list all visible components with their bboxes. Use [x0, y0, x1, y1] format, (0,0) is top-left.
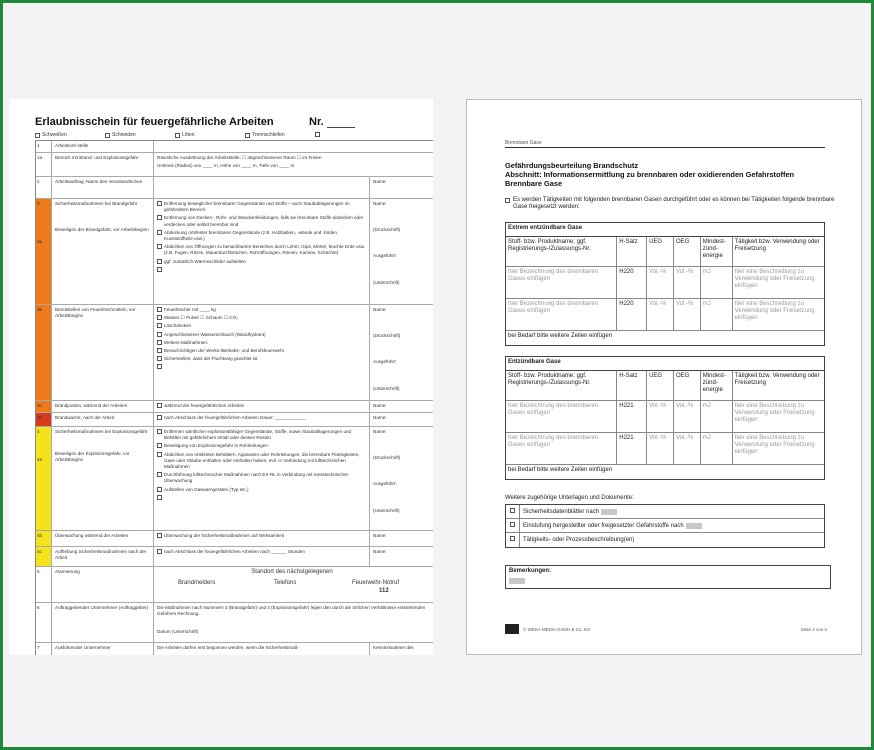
table-row: 1a Bereich mit Brand- und Explosionsgefahr Räumliche Ausdehnung der Arbeitsstelle: ☐ abgeschlossener Raum ☐ im Freien Umkreis (Radius) von ____ m, Höhe von ____ m, Tiefe von ____ m: [36, 153, 433, 177]
risk-assessment-page: [466, 99, 862, 655]
checkbox[interactable]: [105, 133, 110, 138]
work-type-grinding[interactable]: Trennschleifen: [245, 132, 285, 138]
permit-form-page: [9, 99, 433, 655]
checkbox[interactable]: [315, 132, 320, 137]
table-row: 3c Brandposten, während der Arbeiten während der feuergefährlichen Arbeiten Name:: [36, 401, 433, 413]
table-row: 7 Ausführender Unternehmer Die Arbeiten dürfen erst begonnen werden, wenn die Sicherheitsmaß- Kenntnisnahme des: [36, 643, 433, 655]
list-item[interactable]: Sicherheitsdatenblätter nach: [506, 505, 824, 519]
work-type-other[interactable]: [315, 132, 320, 137]
publisher-logo: [505, 624, 519, 634]
table-row: 3d Brandwache, nach der Arbeit nach Abschluss der feuergefährlichen Arbeiten Dauer: ____________ Name:: [36, 413, 433, 427]
header-divider: [505, 147, 825, 148]
permit-number-field[interactable]: [327, 127, 355, 128]
checkbox[interactable]: [245, 133, 250, 138]
work-type-cutting[interactable]: Schneiden: [105, 132, 136, 138]
table-header-row: Stoff- bzw. Produktname; ggf. Registrierungs-/Zulassungs-Nr. H-Satz UEG OEG Mindest-zünd-energie Tätigkeit bzw. Verwendung oder Freisetzung: [506, 371, 824, 401]
page-header: Brennbare Gase: [505, 140, 542, 146]
checkbox[interactable]: [175, 133, 180, 138]
permit-title: Erlaubnisschein für feuergefährliche Arbeiten: [35, 116, 274, 128]
checkbox[interactable]: [510, 508, 515, 513]
list-item[interactable]: Einstufung hergestellter oder freigesetzter Gefahrstoffe nach: [506, 519, 824, 533]
placeholder-field[interactable]: [601, 509, 617, 515]
checkbox[interactable]: [510, 522, 515, 527]
table-row: 4b Überwachung während der Arbeiten Überwachung der Sicherheitsmaßnahmen auf Wirksamkeit Name:: [36, 531, 433, 547]
checkbox[interactable]: [510, 536, 515, 541]
checkbox[interactable]: [35, 133, 40, 138]
table-row: hier Bezeichnung des brennbaren Gases einfügen H221 Vol.-% Vol.-% mJ hier eine Beschreibung zu Verwendung oder Freisetzung einfügen: [506, 401, 824, 433]
permit-number-label: Nr.: [309, 116, 324, 128]
table-row: 2 Arbeitsauftrag, Name des Verantwortlichen Name:: [36, 177, 433, 199]
flammable-gases-table: Entzündbare Gase Stoff- bzw. Produktname; ggf. Registrierungs-/Zulassungs-Nr. H-Satz UEG OEG Mindest-zünd-energie Tätigkeit bzw. Verwendung oder Freisetzung hier Bezeichnung des brennbaren Gases einfügen H221 Vol.-% Vol.-% mJ hier eine Beschreibung zu Verwendung oder Freisetzung einfügen hier Bezeichnung des brennbaren Gases einfügen H221 Vol.-% Vol.-% mJ hier eine Beschreibung zu Verwendung oder Freisetzung einfügen bei Bedarf bitte weitere Zeilen einfügen: [505, 356, 825, 480]
alarm-locations: Standort des nächstgelegenen Brandmelders Telefons Feuerwehr-Notruf 112: [178, 569, 400, 594]
placeholder-field[interactable]: [509, 578, 525, 584]
table-row: 6 Auftraggebender Unternehmer (Auftraggeber) Die Maßnahmen nach Nummern 3 (Brandgefahr) und 4 (Explosionsgefahr) legen den durch die örtlichen Verhältnisse entstehenden Gefahren Rechnung. Datum (Unterschrift): [36, 603, 433, 643]
table-row: 4c Aufhebung Sicherheitsmaßnahmen nach der Arbeit nach Abschluss der feuergefährlichen Arbeiten nach ______ Stunden Name:: [36, 547, 433, 567]
remarks-box[interactable]: Bemerkungen:: [505, 565, 831, 589]
table-header-row: Stoff- bzw. Produktname; ggf. Registrierungs-/Zulassungs-Nr. H-Satz UEG OEG Mindest-zünd-energie Tätigkeit bzw. Verwendung oder Freisetzung: [506, 237, 824, 267]
documents-list: [505, 504, 825, 548]
intro-checkbox-row[interactable]: Es werden Tätigkeiten mit folgenden brennbaren Gasen durchgeführt oder es können bei Tätigkeiten folgende brennbare Gase freigesetzt werden:: [505, 197, 835, 211]
table-row: 1 Arbeitsort/-stelle: [36, 141, 433, 153]
table-row: 4 4a Sicherheitsmaßnahmen bei Explosionsgefahr Beseitigen der Explosionsgefahr, vor Arbeitsbeginn Entfernen sämtlicher explosionsfähiger Gegenstände, Stoffe, sowie Staubablagerungen und Behälter mit gefährlichem Inhalt oder dessen Resten Beseitigung von Explosionsgefahr in Rohrleitungen Abdichten von ortsfesten Behältern, Apparaten oder Rohrleitungen, die brennbare Flüssigkeiten, Gase oder Stäube enthalten oder enthalten haben, evtl. in Verbindung mit lufttechnischen Maßnahmen Durchführung lufttechnischer Maßnahmen nach EX-RL in Verbindung mit messtechnischer Überwachung Aufstellen von Gaswarngeräten (Typ etc.) Name: (Druckschrift) Ausgeführt: (Unterschrift): [36, 427, 433, 531]
work-type-soldering[interactable]: Löten: [175, 132, 195, 138]
list-item[interactable]: Tätigkeits- oder Prozessbeschreibung(en): [506, 533, 824, 547]
table-row: 5 Alarmierung Standort des nächstgelegenen Brandmelders Telefons Feuerwehr-Notruf 112: [36, 567, 433, 603]
work-type-welding[interactable]: Schweißen: [35, 132, 67, 138]
table-row: hier Bezeichnung des brennbaren Gases einfügen H220 Vol.-% Vol.-% mJ hier eine Beschreibung zu Verwendung oder Freisetzung einfügen: [506, 299, 824, 331]
table-row: 3b Bereitstellen von Feuerlöschmitteln, vor Arbeitsbeginn Feuerlöscher mit ____ kg Wasser ☐ Pulver ☐ Schaum ☐ CO₂ Löschdecken Angeschlossener Wasserschlauch (Wandhydrant) Weitere Maßnahmen: Benachrichtigen der Werks-/Betriebs- und Berufsfeuerwehr Sicherstellen, dass der Fluchtweg geachtet ist Name: (Druckschrift) Ausgeführt: (Unterschrift): [36, 305, 433, 401]
page-footer: © WEKA MEDIA GmbH & Co. KG Seite 1 von 2: [505, 624, 827, 634]
placeholder-field[interactable]: [686, 523, 702, 529]
page-title: Gefährdungsbeurteilung Brandschutz Abschnitt: Informationsermittlung zu brennbaren oder oxidierenden Gefahrstoffen Brennbare Gase: [505, 161, 795, 188]
table-row: hier Bezeichnung des brennbaren Gases einfügen H221 Vol.-% Vol.-% mJ hier eine Beschreibung zu Verwendung oder Freisetzung einfügen: [506, 433, 824, 465]
table-row: 3 3a Sicherheitsmaßnahmen bei Brandgefahr Beseitigen der Brandgefahr, vor Arbeitsbeginn Entfernung beweglicher brennbarer Gegenstände und Stoffe – auch Staubablagerungen im gefährdeten Bereich Entfernung von Decken-, Rohr- und Wandverkleidungen, falls sie brennbare Stoffe abdecken oder verdecken oder selbst brennbar sind Abdeckung ortsfester brennbarer Gegenstände (z.B. Holzbalken, -wände und -böden, Kunststoffteile usw.) Abdichten von Öffnungen zu benachbarten Bereichen durch Lehm, Gips, Mörtel, feuchte Erde usw. (z.B. Fugen, Ritzen, Mauerdurchbrüchen, Rohröffnungen, Rinnen, Kamine, Schächte) ggf. zusätzlich Wärmeschilder aufstellen Name: (Druckschrift) Ausgeführt: (Unterschrift): [36, 199, 433, 305]
documents-title: Weitere zugehörige Unterlagen und Dokumente:: [505, 495, 634, 501]
table-row: hier Bezeichnung des brennbaren Gases einfügen H220 Vol.-% Vol.-% mJ hier eine Beschreibung zu Verwendung oder Freisetzung einfügen: [506, 267, 824, 299]
permit-table: [35, 140, 433, 655]
intro-checkbox[interactable]: [505, 198, 510, 203]
extreme-flammable-gases-table: Extrem entzündbare Gase Stoff- bzw. Produktname; ggf. Registrierungs-/Zulassungs-Nr. H-Satz UEG OEG Mindest-zünd-energie Tätigkeit bzw. Verwendung oder Freisetzung hier Bezeichnung des brennbaren Gases einfügen H220 Vol.-% Vol.-% mJ hier eine Beschreibung zu Verwendung oder Freisetzung einfügen hier Bezeichnung des brennbaren Gases einfügen H220 Vol.-% Vol.-% mJ hier eine Beschreibung zu Verwendung oder Freisetzung einfügen bei Bedarf bitte weitere Zeilen einfügen: [505, 222, 825, 346]
